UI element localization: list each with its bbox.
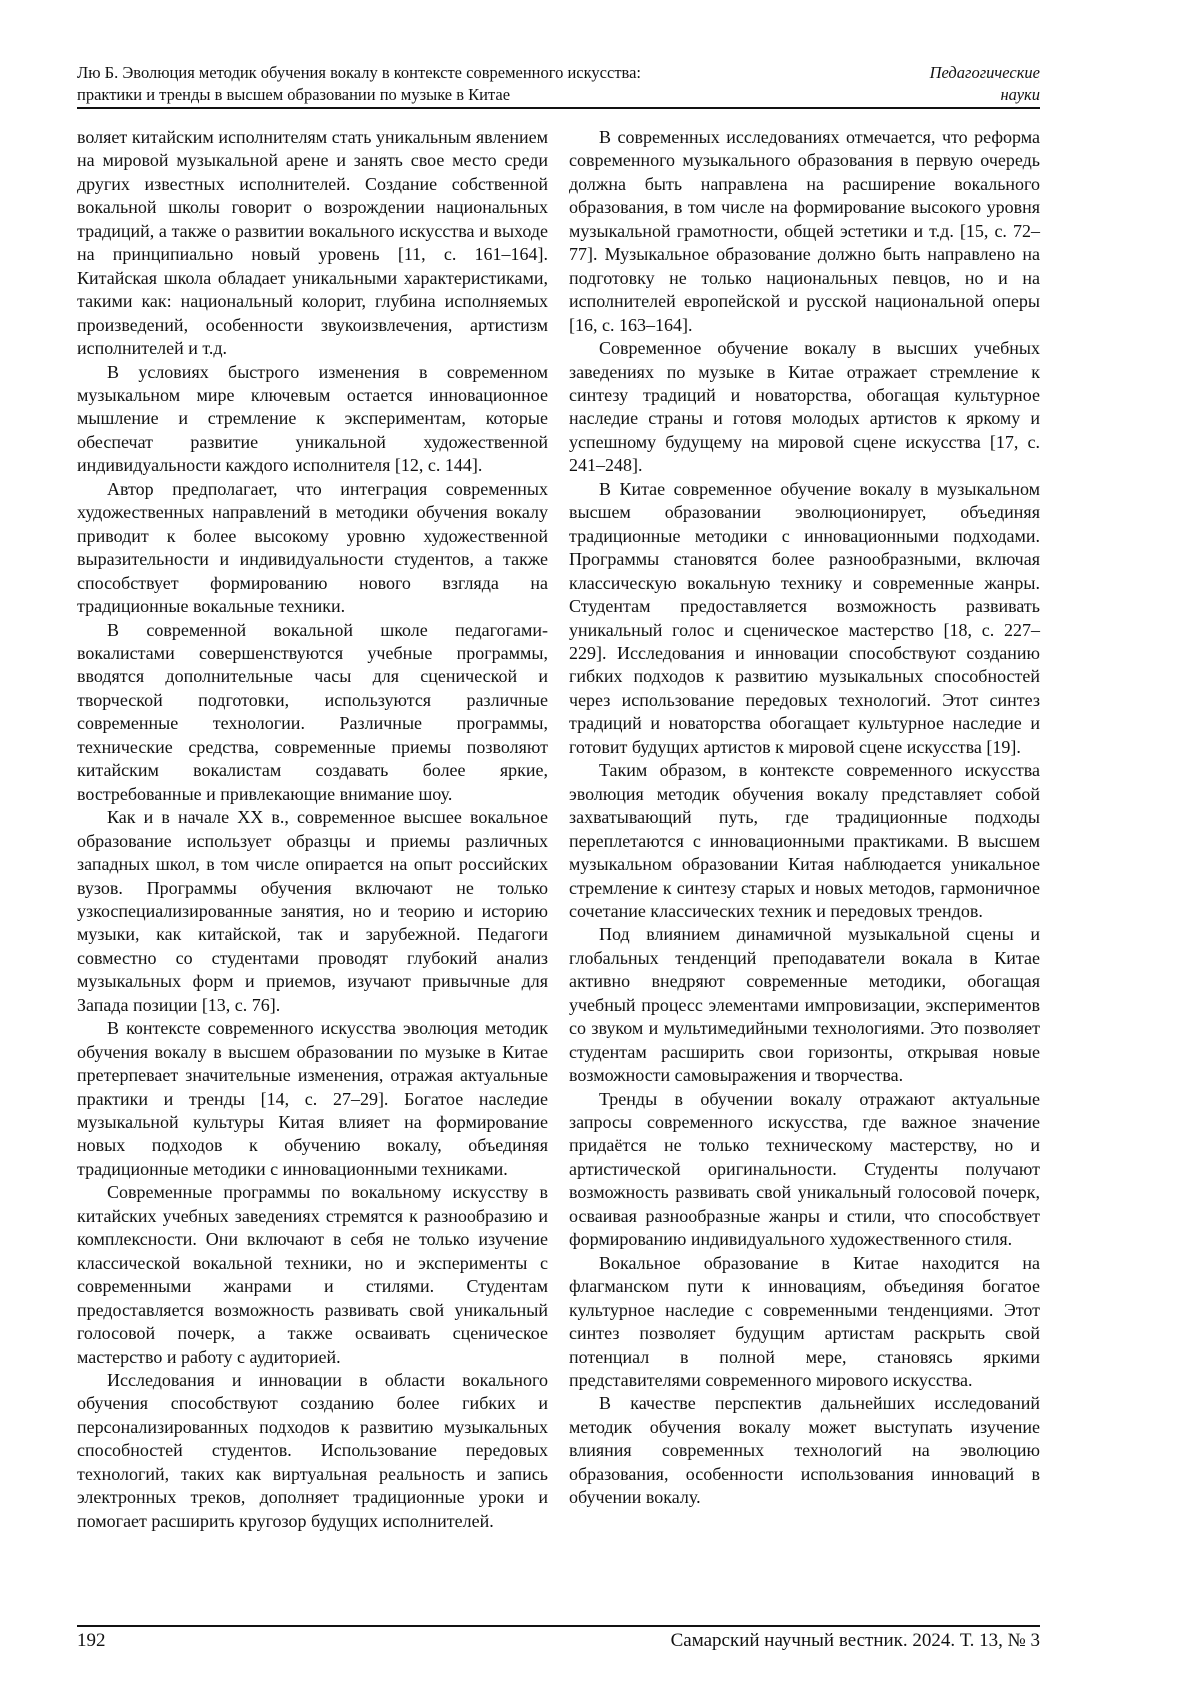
paragraph: Автор предполагает, что интеграция современных художественных направлений в методики обучения вокалу приводит к более высокому уровню художественной выразительности и индивидуальности студентов, а также способствует формированию нового взгляда на традиционные вокальные техники. bbox=[77, 478, 548, 619]
page-number: 192 bbox=[77, 1629, 106, 1653]
right-column bbox=[569, 126, 1040, 1510]
paragraph: Исследования и инновации в области вокального обучения способствуют созданию более гибких и персонализированных подходов к развитию музыкальных способностей студентов. Использование передовых технологий, таких как виртуальная реальность и запись электронных треков, дополняет традиционные уроки и помогает расширить кругозор будущих исполнителей. bbox=[77, 1369, 548, 1533]
paragraph: В условиях быстрого изменения в современном музыкальном мире ключевым остается инновационное мышление и стремление к экспериментам, которые обеспечат развитие уникальной художественной индивидуальности каждого исполнителя [12, с. 144]. bbox=[77, 361, 548, 478]
paragraph: Современное обучение вокалу в высших учебных заведениях по музыке в Китае отражает стремление к синтезу традиций и новаторства, обогащая культурное наследие страны и готовя молодых артистов к яркому и успешному будущему на мировой сцене искусства [17, с. 241–248]. bbox=[569, 337, 1040, 478]
paragraph: В современной вокальной школе педагогами-вокалистами совершенствуются учебные программы, вводятся дополнительные часы для сценической и творческой подготовки, используются различные современные технологии. Различные программы, технические средства, современные приемы позволяют китайским вокалистам создавать более яркие, востребованные и привлекающие внимание шоу. bbox=[77, 619, 548, 807]
paragraph: Современные программы по вокальному искусству в китайских учебных заведениях стремятся к разнообразию и комплексности. Они включают в себя не только изучение классической вокальной техники, но и эксперименты с современными жанрами и стилями. Студентам предоставляется возможность развивать свой уникальный голосовой почерк, а также осваивать сценическое мастерство и работу с аудиторией. bbox=[77, 1181, 548, 1369]
header-section-line-2: науки bbox=[930, 84, 1040, 106]
header-section-line-1: Педагогические bbox=[930, 62, 1040, 84]
header-divider bbox=[77, 107, 1040, 109]
footer-divider bbox=[77, 1625, 1040, 1627]
paragraph: Как и в начале XX в., современное высшее вокальное образование использует образцы и приемы различных западных школ, в том числе опирается на опыт российских вузов. Программы обучения включают не только узкоспециализированные занятия, но и теорию и историю музыки, как китайской, так и зарубежной. Педагоги совместно со студентами проводят глубокий анализ музыкальных форм и приемов, изучают привычные для Запада позиции [13, с. 76]. bbox=[77, 806, 548, 1017]
paragraph: В контексте современного искусства эволюция методик обучения вокалу в высшем образовании по музыке в Китае претерпевает значительные изменения, отражая актуальные практики и тренды [14, с. 27–29]. Богатое наследие музыкальной культуры Китая влияет на формирование новых подходов к обучению вокалу, объединяя традиционные методики с инновационными техниками. bbox=[77, 1017, 548, 1181]
paragraph: воляет китайским исполнителям стать уникальным явлением на мировой музыкальной арене и занять свое место среди других известных исполнителей. Создание собственной вокальной школы говорит о возрождении национальных традиций, а также о развитии вокального искусства и выходе на принципиально новый уровень [11, с. 161–164]. Китайская школа обладает уникальными характеристиками, такими как: национальный колорит, глубина исполняемых произведений, особенности звукоизвлечения, артистизм исполнителей и т.д. bbox=[77, 126, 548, 361]
paragraph: Таким образом, в контексте современного искусства эволюция методик обучения вокалу представляет собой захватывающий путь, где традиционные подходы переплетаются с инновационными практиками. В высшем музыкальном образовании Китая наблюдается уникальное стремление к синтезу старых и новых методов, гармоничное сочетание классических техник и передовых трендов. bbox=[569, 759, 1040, 923]
left-column bbox=[77, 126, 548, 1533]
running-header bbox=[77, 62, 1040, 108]
header-title-line-1: Лю Б. Эволюция методик обучения вокалу в контексте современного искусства: bbox=[77, 62, 777, 84]
paragraph: Под влиянием динамичной музыкальной сцены и глобальных тенденций преподаватели вокала в Китае активно внедряют современные методики, обогащая учебный процесс элементами импровизации, экспериментов со звуком и мультимедийными технологиями. Это позволяет студентам расширить свои горизонты, открывая новые возможности самовыражения и творчества. bbox=[569, 923, 1040, 1087]
article-title-header bbox=[77, 62, 777, 106]
section-header bbox=[930, 62, 1040, 106]
journal-citation: Самарский научный вестник. 2024. Т. 13, № 3 bbox=[671, 1629, 1040, 1653]
paragraph: В качестве перспектив дальнейших исследований методик обучения вокалу может выступать изучение влияния современных технологий на эволюцию образования, особенности использования инноваций в обучении вокалу. bbox=[569, 1392, 1040, 1509]
paragraph: В Китае современное обучение вокалу в музыкальном высшем образовании эволюционирует, объединяя традиционные методики с инновационными подходами. Программы становятся более разнообразными, включая классическую вокальную технику и современные жанры. Студентам предоставляется возможность развивать уникальный голос и сценическое мастерство [18, с. 227–229]. Исследования и инновации способствуют созданию гибких подходов к развитию музыкальных способностей через использование передовых технологий. Этот синтез традиций и новаторства обогащает культурное наследие и готовит будущих артистов к мировой сцене искусства [19]. bbox=[569, 478, 1040, 759]
paragraph: Вокальное образование в Китае находится на флагманском пути к инновациям, объединяя богатое культурное наследие с современными тенденциями. Этот синтез позволяет будущим артистам раскрыть свой потенциал в полной мере, становясь яркими представителями современного мирового искусства. bbox=[569, 1252, 1040, 1393]
paragraph: В современных исследованиях отмечается, что реформа современного музыкального образования в первую очередь должна быть направлена на расширение вокального образования, в том числе на формирование высокого уровня музыкальной грамотности, общей эстетики и т.д. [15, с. 72–77]. Музыкальное образование должно быть направлено на подготовку не только национальных певцов, но и на исполнителей европейской и русской национальной оперы [16, с. 163–164]. bbox=[569, 126, 1040, 337]
paragraph: Тренды в обучении вокалу отражают актуальные запросы современного искусства, где важное значение придаётся не только техническому мастерству, но и артистической оригинальности. Студенты получают возможность развивать свой уникальный голосовой почерк, осваивая разнообразные жанры и стили, что способствует формированию индивидуального художественного стиля. bbox=[569, 1088, 1040, 1252]
header-title-line-2: практики и тренды в высшем образовании по музыке в Китае bbox=[77, 84, 777, 106]
